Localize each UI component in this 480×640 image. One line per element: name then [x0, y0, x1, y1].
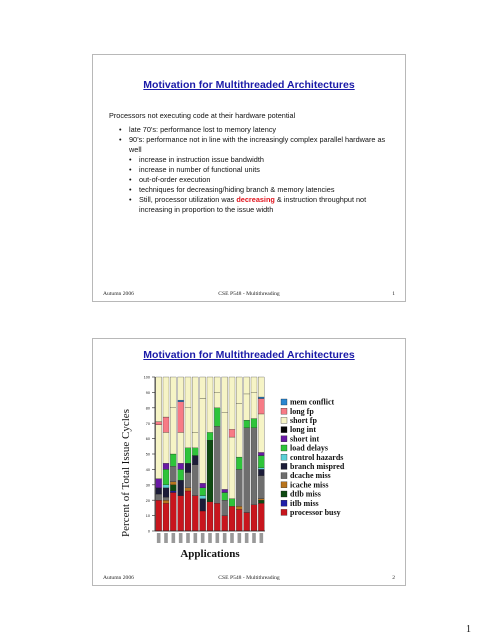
bar-segment	[229, 429, 235, 437]
bar-segment	[163, 417, 169, 432]
bar-segment	[156, 377, 162, 422]
bar-segment	[156, 422, 162, 425]
legend-label: itlb miss	[290, 498, 319, 508]
bar-segment	[163, 488, 169, 497]
bar-segment	[236, 377, 242, 403]
bar-segment	[222, 489, 228, 492]
stacked-bar-chart	[93, 339, 405, 585]
slide-2	[92, 338, 406, 586]
bar-segment	[170, 482, 176, 485]
bar-segment	[258, 469, 264, 475]
legend-label: branch mispred	[290, 462, 345, 471]
bar-segment	[258, 468, 264, 470]
sub-bullet-4: • techniques for decreasing/hiding branch & memory latencies	[109, 185, 391, 195]
legend-swatch	[281, 482, 287, 488]
bar-segment	[251, 428, 257, 505]
bar-segment	[200, 496, 206, 499]
x-category-mark	[201, 533, 205, 543]
x-category-mark	[252, 533, 256, 543]
bar-segment	[185, 463, 191, 472]
slide-1-title: Motivation for Multithreaded Architectures	[143, 79, 355, 91]
bar-segment	[222, 377, 228, 412]
x-category-mark	[172, 533, 176, 543]
bar-segment	[163, 497, 169, 500]
x-category-ticks	[157, 533, 263, 543]
sub-bullet-1: • increase in instruction issue bandwidth	[109, 155, 391, 165]
x-category-mark	[179, 533, 183, 543]
bar-segment	[258, 456, 264, 468]
legend-swatch	[281, 454, 287, 460]
bar-segment	[156, 425, 162, 479]
footer-course: CSE P548 - Multithreading	[218, 575, 280, 581]
legend-label: dtlb miss	[290, 489, 321, 499]
bar-segment	[207, 432, 213, 440]
bar-segment	[185, 448, 191, 463]
bar-segment	[258, 397, 264, 399]
x-category-mark	[230, 533, 234, 543]
bar-segment	[163, 485, 169, 488]
x-category-mark	[164, 533, 168, 543]
bar-segment	[170, 491, 176, 493]
bar-segment	[185, 491, 191, 531]
x-category-mark	[208, 533, 212, 543]
y-tick-label: 80	[145, 406, 150, 411]
y-tick-label: 20	[145, 498, 150, 503]
footer-slide-number: 1	[392, 291, 395, 297]
x-category-mark	[245, 533, 249, 543]
legend-swatch	[281, 408, 287, 414]
bar-segment	[185, 377, 191, 408]
legend-label: short int	[290, 434, 320, 444]
legend-label: dcache miss	[290, 471, 331, 481]
bar-segment	[222, 516, 228, 531]
bar-segment	[163, 469, 169, 484]
y-tick-label: 10	[145, 514, 150, 519]
y-tick-label: 70	[145, 421, 150, 426]
bar-segment	[178, 496, 184, 531]
legend-label: load delays	[290, 443, 329, 453]
legend-swatch	[281, 436, 287, 442]
bar-segment	[236, 403, 242, 457]
bar-segment	[170, 466, 176, 481]
legend-swatch	[281, 500, 287, 506]
legend-label: control hazards	[290, 452, 344, 462]
bar-segment	[200, 499, 206, 511]
footer-date: Autumn 2006	[103, 291, 134, 297]
bar-segment	[207, 440, 213, 502]
y-ticks	[144, 376, 155, 534]
bar-segment	[214, 503, 220, 531]
bar-segment	[251, 505, 257, 531]
bar-segment	[244, 394, 250, 420]
bar-segment	[200, 399, 206, 484]
bar-segment	[192, 448, 198, 456]
bar-segment	[185, 488, 191, 491]
bar-segment	[192, 465, 198, 496]
x-category-mark	[186, 533, 190, 543]
legend-label: mem conflict	[290, 397, 335, 407]
sub-bullet-5	[109, 195, 391, 215]
slide-1	[92, 54, 406, 302]
footer-course: CSE P548 - Multithreading	[218, 291, 280, 297]
bar-segment	[258, 476, 264, 499]
legend-label: icache miss	[290, 480, 329, 490]
legend-swatch	[281, 473, 287, 479]
bar-segment	[178, 400, 184, 402]
y-tick-label: 40	[145, 468, 150, 472]
bar-segment	[244, 420, 250, 428]
bar-segment	[258, 399, 264, 414]
sub-bullet-2: • increase in number of functional units	[109, 165, 391, 175]
bar-segment	[214, 377, 220, 392]
bar-segment	[156, 500, 162, 531]
bar-segment	[236, 469, 242, 506]
bar-segment	[200, 483, 206, 488]
bar-segment	[170, 493, 176, 532]
legend	[281, 398, 345, 517]
x-category-mark	[238, 533, 242, 543]
bar-segment	[251, 392, 257, 418]
bar-segment	[178, 463, 184, 469]
legend-swatch	[281, 491, 287, 497]
bar-segment	[192, 432, 198, 447]
bar-segment	[222, 412, 228, 489]
bar-segment	[229, 499, 235, 507]
bullet-1: • late 70’s: performance lost to memory latency	[109, 125, 391, 135]
legend-swatch	[281, 427, 287, 433]
x-category-mark	[216, 533, 220, 543]
slide-2-title: Motivation for Multithreaded Architectures	[143, 349, 355, 361]
bar-segment	[200, 488, 206, 496]
bar-segment	[178, 469, 184, 480]
bar-segment	[156, 488, 162, 494]
footer-slide-number: 2	[392, 575, 395, 581]
bar-segment	[170, 454, 176, 466]
bar-segment	[244, 513, 250, 531]
sub-bullet-5-pre: Still, processor utilization was	[139, 195, 237, 204]
legend-swatch	[281, 445, 287, 451]
legend-label: short fp	[290, 416, 317, 425]
bar-segment	[163, 432, 169, 463]
bar-segment	[258, 452, 264, 455]
bar-segment	[200, 511, 206, 531]
bullet-2: • 90’s: performance not in line with the increasingly complex parallel hardware as well	[109, 135, 391, 155]
y-tick-label: 30	[145, 483, 150, 488]
bar-segment	[163, 377, 169, 417]
x-category-mark	[157, 533, 161, 543]
bar-segment	[156, 479, 162, 488]
slide-1-sub-bullets	[109, 155, 391, 215]
bar-segment	[178, 432, 184, 463]
bar-segment	[207, 377, 213, 432]
bar-segment	[236, 457, 242, 469]
bar-segment	[229, 437, 235, 499]
slide-1-body	[109, 111, 391, 215]
bar-segment	[156, 494, 162, 500]
y-tick-label: 0	[147, 529, 150, 534]
y-tick-label: 90	[145, 391, 150, 395]
y-axis-label: Percent of Total Issue Cycles	[120, 409, 132, 537]
highlight-decreasing: decreasing	[236, 195, 275, 204]
bar-segment	[214, 392, 220, 407]
bar-segment	[207, 502, 213, 531]
y-tick-label: 100	[143, 375, 150, 380]
y-tick-label: 60	[145, 437, 150, 442]
sub-bullet-3: • out-of-order execution	[109, 175, 391, 185]
x-category-mark	[194, 533, 198, 543]
bar-segment	[222, 493, 228, 501]
sub-bullet-5-post: & instruction throughput not increasing in proportion to the issue width	[139, 195, 367, 214]
legend-swatch	[281, 417, 287, 423]
bar-segment	[251, 419, 257, 428]
bar-segment	[236, 509, 242, 531]
slide-1-intro: Processors not executing code at their hardware potential	[109, 111, 296, 120]
legend-label: processor busy	[290, 508, 341, 517]
slide-1-bullets	[109, 125, 391, 155]
page-number: 1	[466, 624, 471, 635]
bar-segment	[170, 485, 176, 491]
x-axis-label: Applications	[180, 548, 240, 560]
bars	[156, 377, 265, 531]
bar-segment	[222, 500, 228, 515]
bar-segment	[192, 496, 198, 531]
bar-segment	[258, 500, 264, 503]
legend-swatch	[281, 399, 287, 405]
bar-segment	[214, 426, 220, 503]
x-category-mark	[223, 533, 227, 543]
bar-segment	[170, 377, 176, 408]
bar-segment	[163, 463, 169, 469]
bar-segment	[200, 377, 206, 399]
bar-segment	[236, 506, 242, 509]
bar-segment	[251, 377, 257, 392]
bar-segment	[163, 503, 169, 531]
bar-segment	[185, 408, 191, 448]
bar-segment	[258, 414, 264, 453]
footer-date: Autumn 2006	[103, 575, 134, 581]
bar-segment	[178, 377, 184, 400]
bar-segment	[185, 472, 191, 487]
bar-segment	[258, 499, 264, 501]
bar-segment	[178, 402, 184, 433]
legend-swatch	[281, 509, 287, 515]
bar-segment	[258, 377, 264, 397]
bar-segment	[163, 500, 169, 503]
bar-segment	[192, 456, 198, 465]
bar-segment	[229, 377, 235, 429]
bar-segment	[214, 408, 220, 426]
bar-segment	[170, 408, 176, 454]
y-tick-label: 50	[145, 452, 150, 457]
legend-label: long fp	[290, 406, 314, 416]
bar-segment	[192, 377, 198, 432]
x-category-mark	[260, 533, 264, 543]
bar-segment	[229, 506, 235, 531]
legend-swatch	[281, 463, 287, 469]
bar-segment	[258, 503, 264, 531]
bar-segment	[244, 428, 250, 513]
bar-segment	[244, 377, 250, 394]
bar-segment	[178, 480, 184, 495]
legend-label: long int	[290, 425, 317, 435]
